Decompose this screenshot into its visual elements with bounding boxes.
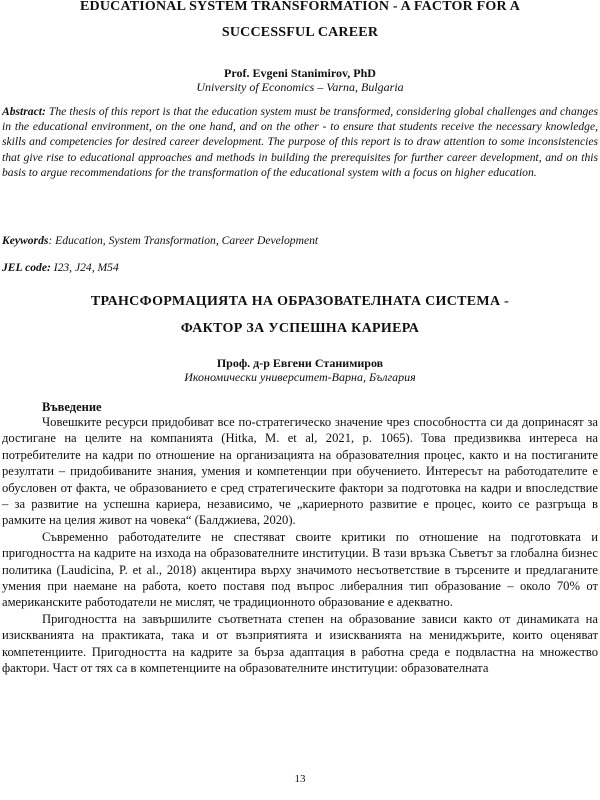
keywords-text: : Education, System Transformation, Career Development — [48, 234, 319, 247]
bulgarian-title-line-1: ТРАНСФОРМАЦИЯТА НА ОБРАЗОВАТЕЛНАТА СИСТЕМА - — [90, 294, 510, 309]
english-author: Prof. Evgeni Stanimirov, PhD — [224, 66, 376, 80]
english-affiliation: University of Economics – Varna, Bulgaria — [196, 80, 404, 94]
bulgarian-title-line-2: ФАКТОР ЗА УСПЕШНА КАРИЕРА — [180, 321, 420, 336]
keywords-label: Keywords — [2, 234, 49, 247]
english-title-line-2: SUCCESSFUL CAREER — [221, 25, 379, 40]
english-title — [0, 0, 600, 46]
abstract-text: The thesis of this report is that the education system must be transformed, considering global challenges and changes in the educational environment, on the one hand, and on the other - to ensure that students receive the necessary knowledge, skills and competencies for desired career development. The purpose of this report is to draw attention to some inconsistencies that give rise to educational approaches and methods in building the prerequisites for further career development, and on this basis to argue recommendations for the transformation of the educational system with a focus on higher education. — [2, 105, 599, 179]
abstract-label: Abstract: — [2, 105, 46, 118]
jel-label: JEL code: — [2, 261, 51, 274]
jel-code — [2, 260, 598, 275]
page-number: 13 — [294, 773, 306, 785]
bulgarian-author: Проф. д-р Евгени Станимиров — [216, 356, 384, 370]
body-text — [2, 414, 598, 677]
english-title-line-1: EDUCATIONAL SYSTEM TRANSFORMATION - A FACTOR FOR A — [79, 0, 521, 14]
jel-text: I23, J24, M54 — [50, 261, 119, 274]
abstract — [2, 104, 598, 180]
keywords — [2, 233, 598, 248]
section-heading-introduction: Въведение — [42, 400, 102, 414]
paragraph: Пригодността на завършилите съответната степен на образование зависи както от динамиката на изискванията на практиката, така и от възприятията и изискванията на мениджърите, които оценяват компетенциите. Пригодността на кадрите за бърза адаптация в работна среда е подвластна на множество фактори. Част от тях са в компетенциите на образователните институции: образователната — [2, 611, 598, 676]
paragraph: Човешките ресурси придобиват все по-стратегическо значение чрез способността си да допринасят за достигане на целите на компанията (Hitka, M. et al, 2021, p. 1065). Това предизвиква интереса на потребителите на кадри по отношение на организацията на образователния процес, както и на постиганите резултати – придобиваните знания, умения и компетенции при обучението. Интересът на работодателите е обусловен от факта, че образованието е сред стратегическите фактори за подготовка на кадри и впоследствие – за развитие на успешна кариера, независимо, че „кариерното развитие е процес, които се разгръща в рамките на целия живот на човека“ (Балджиева, 2020). — [2, 415, 598, 528]
bulgarian-affiliation: Икономически университет-Варна, България — [184, 370, 416, 384]
bulgarian-title — [0, 288, 600, 342]
paragraph: Съвременно работодателите не спестяват своите критики по отношение на подготовката и пригодността на кадрите на изхода на образователните институции. В тази връзка Съветът за глобална бизнес политика (Laudicina, P. et al., 2018) акцентира върху значимото несъответствие в търсените и предлаганите умения при наемане на работа, което поставя под въпрос либералния тип образование – около 70% от американските работодатели не мислят, че традиционното образование е адекватно. — [2, 529, 598, 610]
